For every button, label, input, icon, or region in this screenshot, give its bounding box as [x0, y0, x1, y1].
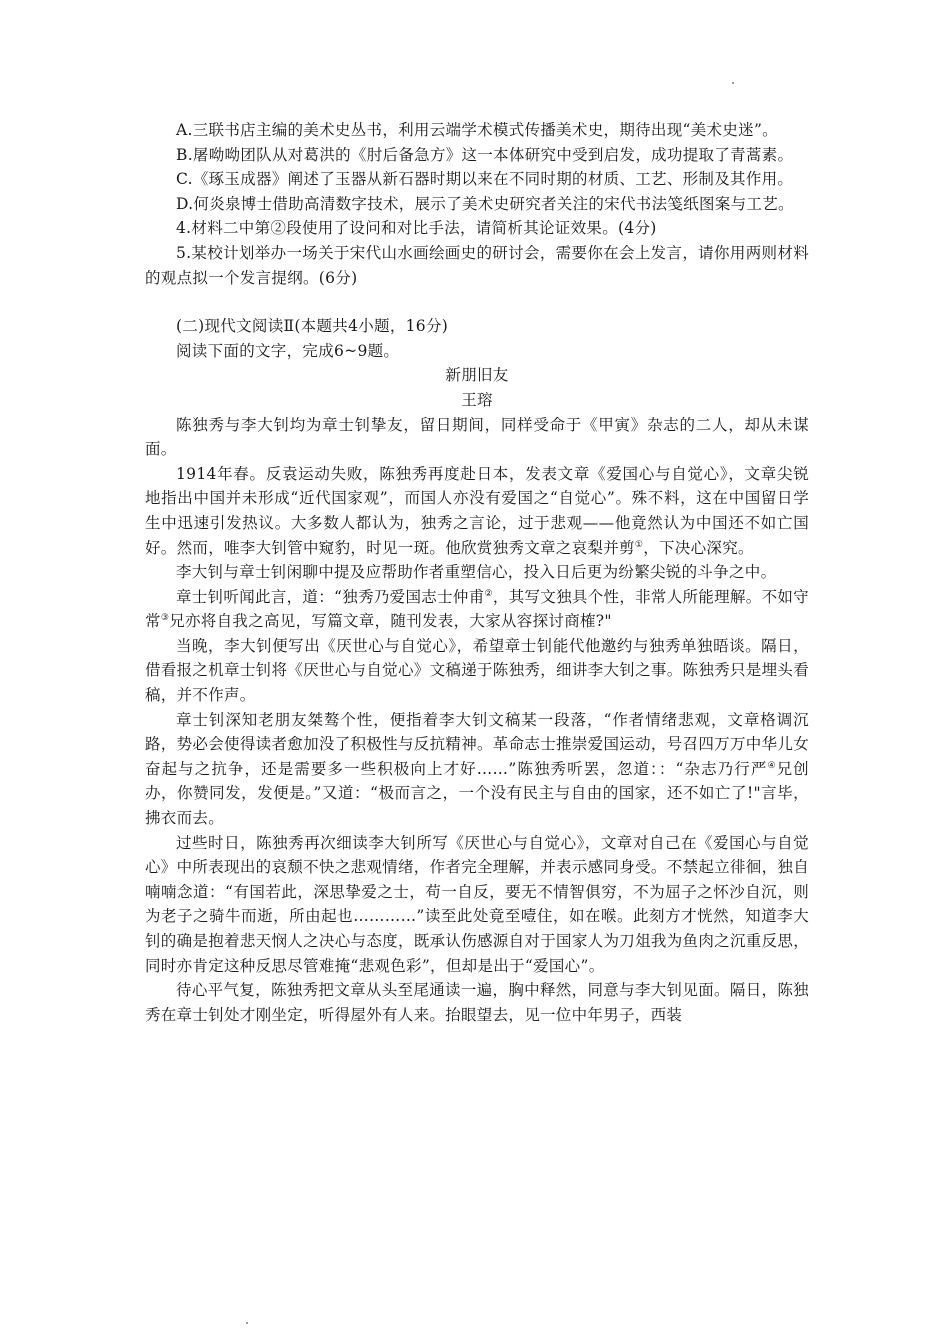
paragraph-4-mid: ，其写文独具个性，非常人所能理解。不如守常 — [145, 587, 809, 631]
footnote-mark-4: ④ — [767, 760, 777, 771]
footnote-mark-1: ① — [634, 539, 644, 550]
paragraph-7: 过些时日，陈独秀再次细读李大钊所写《厌世心与自觉心》，文章对自己在《爱国心与自觉心》中所表现出的哀颓不快之悲观情绪，作者完全理解，并表示感同身受。不禁起立徘徊，独自喃喃念道：“有国若此，深思挚爱之士，苟一自反，要无不情智俱穷，不为屈子之怀沙自沉，则为老子之骑牛而逝，所由起也…………”读至此处竟至噎住，如在喉。此刻方才恍然，知道李大钊的确是抱着悲天悯人之决心与态度，既承认伤感源自对于国家人为刀俎我为鱼肉之沉重反思，同时亦肯定这种反思尽管难掩“悲观色彩”，但却是出于“爱国心”。 — [145, 833, 809, 975]
option-a: A.三联书店主编的美术史丛书，利用云端学术模式传播美术史，期待出现“美术史迷”。 — [176, 121, 778, 139]
footnote-mark-3: ③ — [160, 613, 170, 624]
paragraph-3: 李大钊与章士钊闲聊中提及应帮助作者重塑信心，投入日后更为纷繁尖锐的斗争之中。 — [176, 563, 777, 582]
option-b: B.屠呦呦团队从对葛洪的《肘后备急方》这一本体研究中受到启发，成功提取了青蒿素。 — [176, 145, 794, 164]
paragraph-4-tail: 兄亦将自我之高见，写篇文章，随刊发表，大家从容探讨商榷?" — [169, 612, 612, 631]
paragraph-6-tail: 兄创办，你赞同发，发便是。”又道：“极而言之，一个没有民主与自由的国家，还不如亡了!"言毕，拂衣而去。 — [145, 759, 809, 828]
reading-instruction: 阅读下面的文字，完成6~9题。 — [176, 341, 400, 360]
footnote-mark-2: ② — [484, 588, 493, 599]
scan-dot — [246, 1322, 248, 1324]
paragraph-1: 陈独秀与李大钊均为章士钊挚友，留日期间，同样受命于《甲寅》杂志的二人，却从未谋面。 — [145, 415, 809, 459]
scan-dot — [732, 82, 734, 84]
question-4: 4.材料二中第②段使用了设问和对比手法，请简析其论证效果。(4分) — [176, 219, 657, 238]
paragraph-2-tail: ，下决心深究。 — [643, 538, 754, 557]
paragraph-8: 待心平气复，陈独秀把文章从头至尾通读一遍，胸中释然，同意与李大钊见面。隔日，陈独秀在章士钊处才刚坐定，听得屋外有人来。抬眼望去，见一位中年男子，西装 — [145, 981, 809, 1024]
paragraph-2-text: 1914年春。反袁运动失败，陈独秀再度赴日本，发表文章《爱国心与自觉心》，文章尖锐地指出中国并未形成“近代国家观”，而国人亦没有爱国之“自觉心”。殊不料，这在中国留日学生中迅速引发热议。大多数人都认为，独秀之言论，过于悲观——他竟然认为中国还不如亡国好。然而，唯李大钊管中窥豹，时见一斑。他欣赏独秀文章之哀梨并剪 — [145, 464, 809, 557]
option-c: C.《琢玉成器》阐述了玉器从新石器时期以来在不同时期的材质、工艺、形制及其作用。 — [176, 170, 794, 189]
paragraph-4-text: 章士钊听闻此言，道：“独秀乃爱国志士仲甫 — [176, 587, 485, 606]
paragraph-6-text: 章士钊深知老朋友桀骜个性，便指着李大钊文稿某一段落，“作者情绪悲观，文章格调沉路，势必会使得读者愈加没了积极性与反抗精神。革命志士推崇爱国运动，号召四万万中华儿女奋起与之抗争，还是需要多一些积极向上才好……”陈独秀听罢，忽道：：“杂志乃行严 — [145, 710, 809, 778]
story-title: 新朋旧友 — [445, 366, 509, 385]
paragraph-6 — [145, 708, 809, 831]
paragraph-2 — [145, 462, 809, 560]
story-author: 王瑢 — [461, 390, 493, 409]
document-body — [145, 118, 809, 1027]
paragraph-4 — [145, 585, 809, 634]
section-heading: (二)现代文阅读Ⅱ(本题共4小题，16分) — [176, 317, 449, 336]
question-5: 5.某校计划举办一场关于宋代山水画绘画史的研讨会，需要你在会上发言，请你用两则材料的观点拟一个发言提纲。(6分) — [145, 243, 809, 287]
paragraph-5: 当晚，李大钊便写出《厌世心与自觉心》，希望章士钊能代他邀约与独秀单独晤谈。隔日，借看报之机章士钊将《厌世心与自觉心》文稿递于陈独秀，细讲李大钊之事。陈独秀只是埋头看稿，并不作声。 — [145, 636, 809, 705]
section-gap — [145, 290, 809, 314]
option-d: D.何炎泉博士借助高清数字技术，展示了美术史研究者关注的宋代书法笺纸图案与工艺。 — [176, 194, 794, 213]
